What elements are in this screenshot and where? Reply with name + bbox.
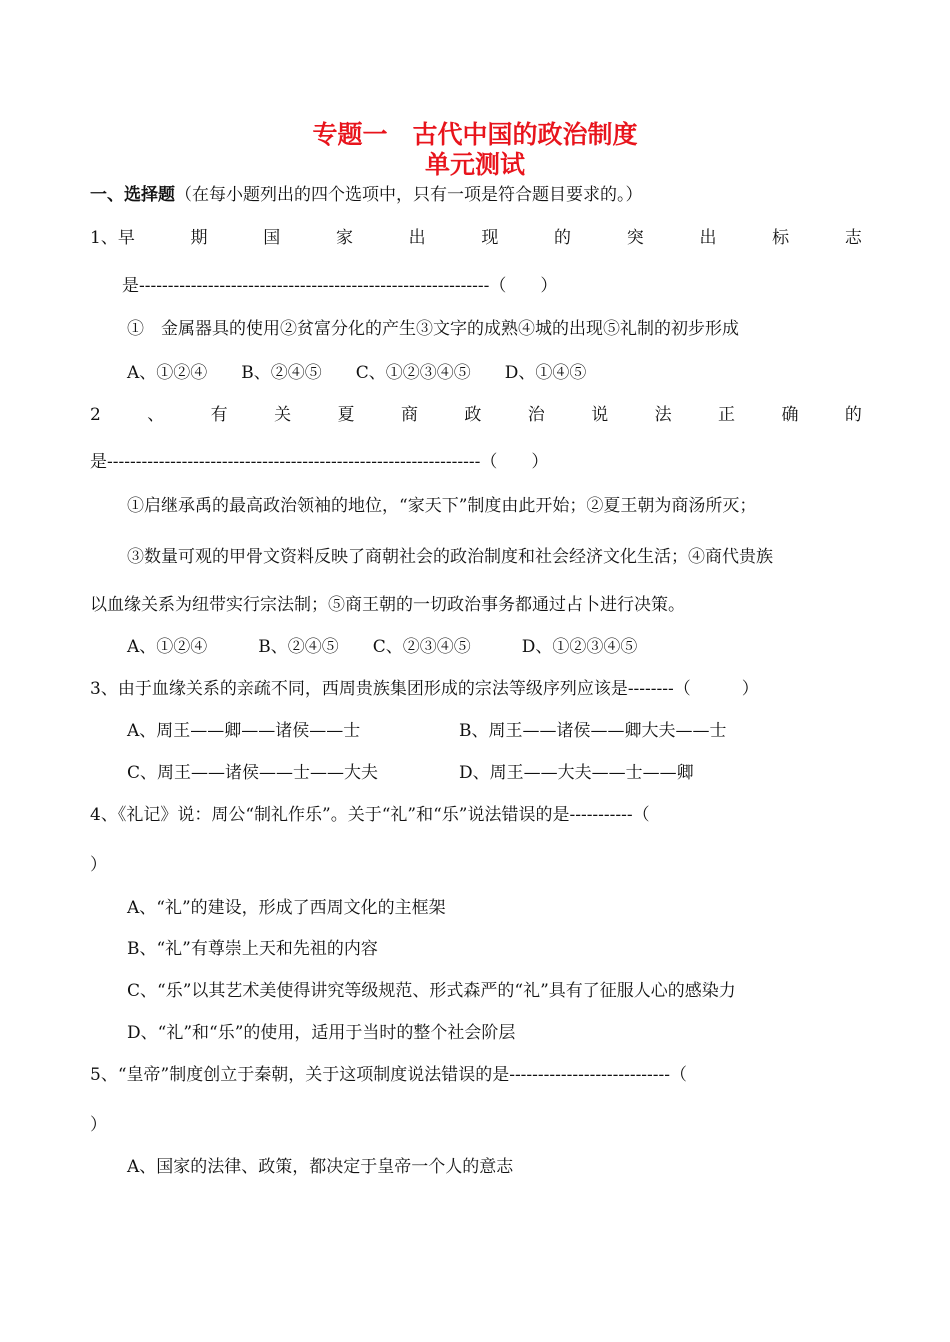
question-4-option-c: C、“乐”以其艺术美使得讲究等级规范、形式森严的“礼”具有了征服人心的感染力 [127,981,736,1001]
q2-stem-char: 法 [654,405,672,425]
question-1-stem [90,226,862,250]
question-1-options: A、①②④ B、②④⑤ C、①②③④⑤ D、①④⑤ [127,363,587,383]
question-4-option-d: D、“礼”和“乐”的使用，适用于当时的整个社会阶层 [127,1023,516,1043]
question-4-stem-close: ） [90,855,107,875]
q2-stem-char: 2 [90,405,101,425]
q1-stem-char: 标 [772,228,790,248]
q2-stem-char: 关 [274,405,292,425]
question-3-option-b: B、周王——诸侯——卿大夫——士 [459,721,727,741]
q2-stem-char: 有 [210,405,228,425]
q1-stem-char: 出 [408,228,426,248]
section-heading-label: 一、选择题 [90,185,175,205]
question-2-statement-line-3: 以血缘关系为纽带实行宗法制；⑤商王朝的一切政治事务都通过占卜进行决策。 [90,595,685,615]
question-3-option-d: D、周王——大夫——士——卿 [459,763,694,783]
question-1-stem-continued: 是-------------------------------------------------------------（ ） [122,276,558,296]
q1-stem-char: 国 [263,228,281,248]
q1-stem-char: 期 [190,228,208,248]
title-line-1: 专题一 古代中国的政治制度 [312,120,638,149]
question-2-options: A、①②④ B、②④⑤ C、②③④⑤ D、①②③④⑤ [127,637,638,657]
q1-stem-char: 突 [626,228,644,248]
section-heading-note: （在每小题列出的四个选项中，只有一项是符合题目要求的。） [175,185,643,205]
q2-stem-char: 确 [781,405,799,425]
q1-stem-char: 家 [335,228,353,248]
q1-stem-char: 出 [699,228,717,248]
question-4-option-b: B、“礼”有尊崇上天和先祖的内容 [127,939,378,959]
q2-stem-char: 夏 [337,405,355,425]
question-2-statement-line-1: ①启继承禹的最高政治领袖的地位，“家天下”制度由此开始；②夏王朝为商汤所灭； [127,496,757,516]
question-5-stem: 5、“皇帝”制度创立于秦朝，关于这项制度说法错误的是----------------------------（ [90,1065,688,1085]
question-4-stem: 4、《礼记》说：周公“制礼作乐”。关于“礼”和“乐”说法错误的是-----------（ [90,805,650,825]
q2-stem-char: 商 [400,405,418,425]
question-2-statement-line-2: ③数量可观的甲骨文资料反映了商朝社会的政治制度和社会经济文化生活；④商代贵族 [127,547,773,567]
title-line-2: 单元测试 [424,150,525,179]
q2-stem-char: 的 [844,405,862,425]
q1-stem-char: 1、早 [90,228,135,248]
q2-stem-char: 说 [591,405,609,425]
question-1-statements: ① 金属器具的使用②贫富分化的产生③文字的成熟④城的出现⑤礼制的初步形成 [127,319,739,339]
section-heading [90,183,643,207]
q2-stem-char: 、 [147,405,165,425]
q1-stem-char: 志 [844,228,862,248]
q2-stem-char: 正 [718,405,736,425]
q1-stem-char: 的 [554,228,572,248]
question-4-option-a: A、“礼”的建设，形成了西周文化的主框架 [127,898,446,918]
q1-stem-char: 现 [481,228,499,248]
question-3-stem: 3、由于血缘关系的亲疏不同，西周贵族集团形成的宗法等级序列应该是--------（ ） [90,679,759,699]
question-3-option-a: A、周王——卿——诸侯——士 [127,721,361,741]
q2-stem-char: 政 [464,405,482,425]
question-5-option-a: A、国家的法律、政策，都决定于皇帝一个人的意志 [127,1157,514,1177]
question-5-stem-close: ） [90,1115,107,1135]
question-2-stem-continued: 是-----------------------------------------------------------------（ ） [90,452,549,472]
question-3-option-c: C、周王——诸侯——士——大夫 [127,763,379,783]
q2-stem-char: 治 [527,405,545,425]
question-2-stem [90,403,862,427]
